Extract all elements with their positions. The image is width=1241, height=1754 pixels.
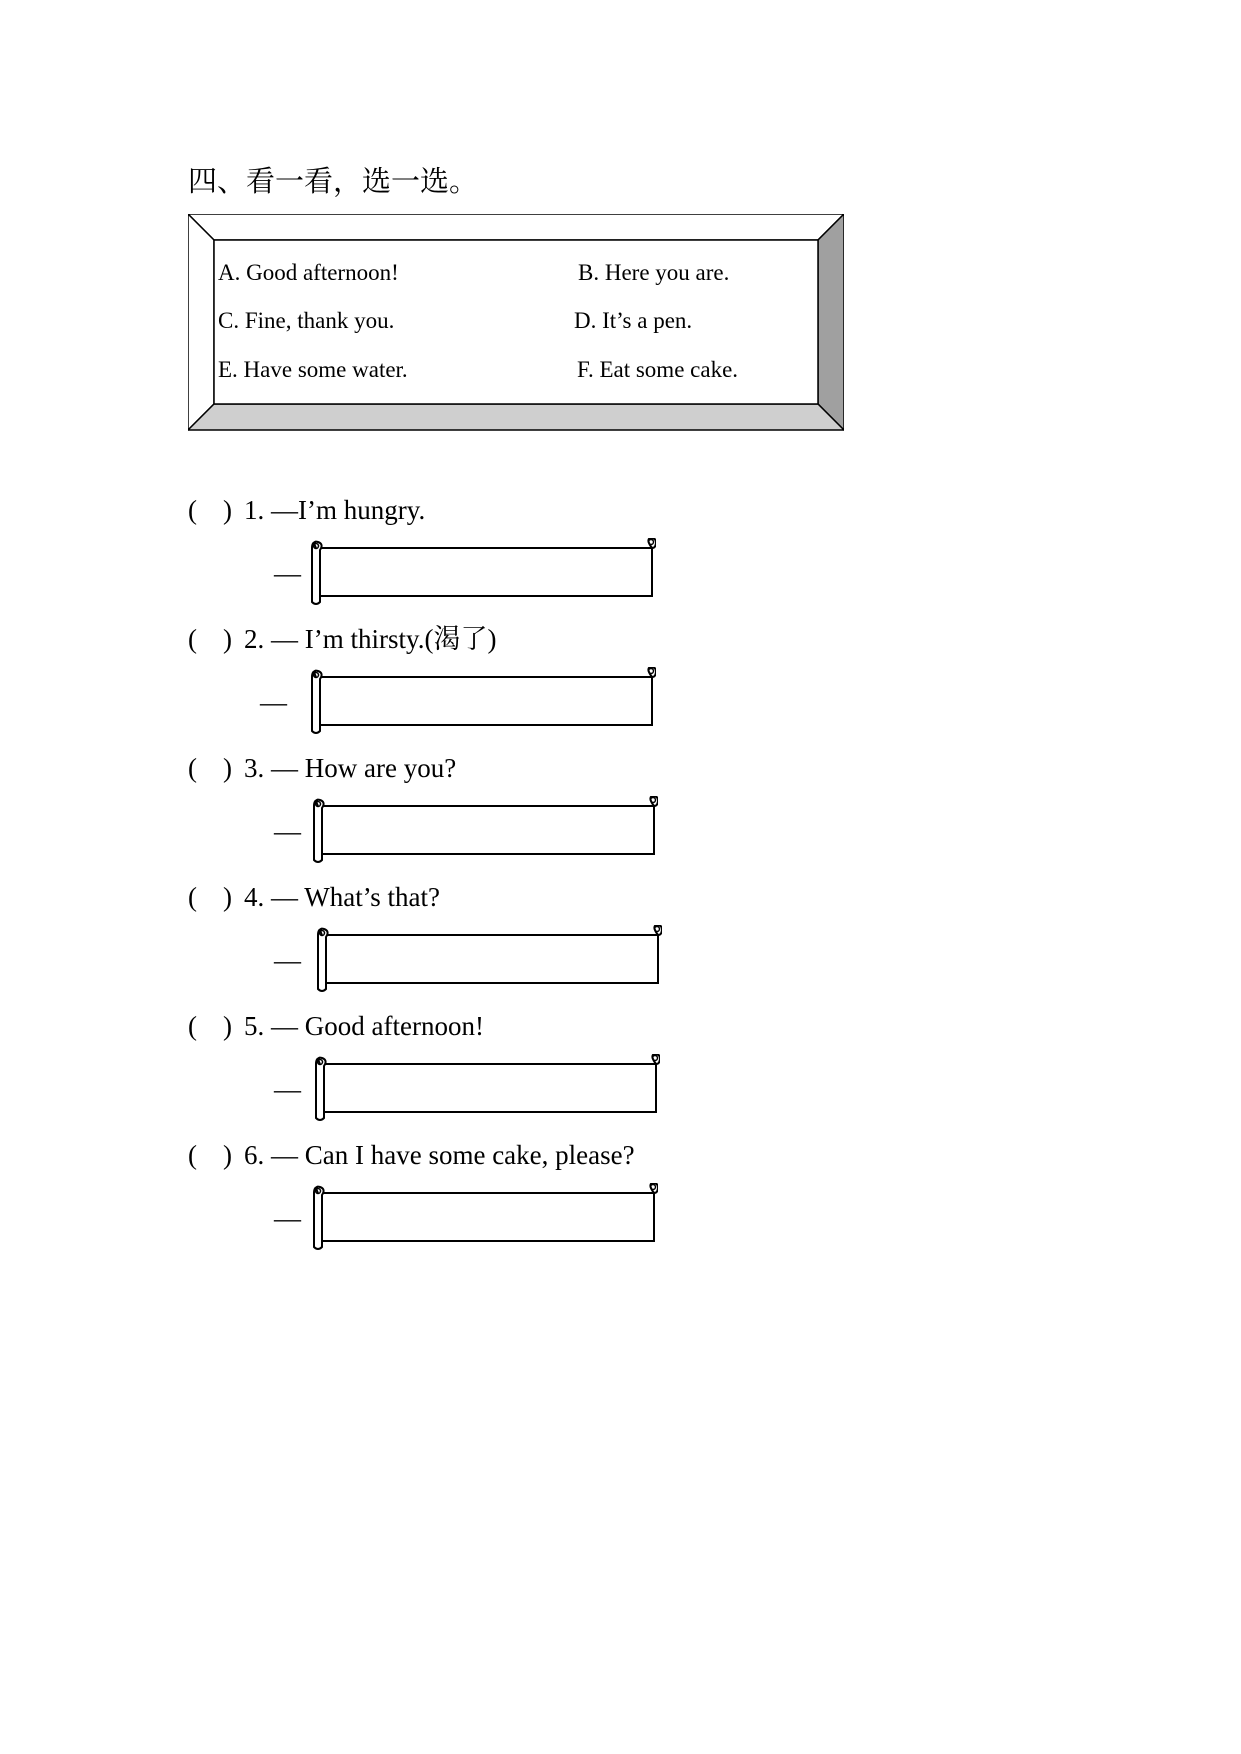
answer-bracket[interactable]: ( ) <box>188 882 232 912</box>
question-2 <box>188 621 496 657</box>
option-e: E. Have some water. <box>218 357 408 382</box>
answer-scroll-box[interactable] <box>308 796 658 866</box>
question-prompt: — How are you? <box>271 753 457 783</box>
answer-scroll-box[interactable] <box>306 538 656 608</box>
question-number: 2. <box>244 624 265 654</box>
answer-bracket[interactable]: ( ) <box>188 1011 232 1041</box>
option-a: A. Good afternoon! <box>218 260 399 285</box>
answer-bracket[interactable]: ( ) <box>188 1140 232 1170</box>
answer-scroll-box[interactable] <box>308 1183 658 1253</box>
reply-dash: — <box>274 1203 301 1233</box>
options-frame <box>188 214 844 434</box>
question-prompt: — Can I have some cake, please? <box>271 1140 635 1170</box>
question-6 <box>188 1137 635 1173</box>
question-prompt: —I’m hungry. <box>271 495 426 525</box>
option-b: B. Here you are. <box>578 260 730 285</box>
option-f: F. Eat some cake. <box>577 357 739 382</box>
question-number: 3. <box>244 753 265 783</box>
answer-scroll-box[interactable] <box>310 1054 660 1124</box>
option-c: C. Fine, thank you. <box>218 308 395 333</box>
reply-dash: — <box>260 687 287 717</box>
section-title: 四、看一看，选一选。 <box>188 166 479 198</box>
question-1 <box>188 492 425 528</box>
question-prompt: — I’m thirsty.(渴了) <box>271 624 497 654</box>
question-number: 6. <box>244 1140 265 1170</box>
question-number: 4. <box>244 882 265 912</box>
question-prompt: — What’s that? <box>271 882 440 912</box>
reply-dash: — <box>274 1074 301 1104</box>
reply-dash: — <box>274 816 301 846</box>
question-number: 5. <box>244 1011 265 1041</box>
answer-bracket[interactable]: ( ) <box>188 753 232 783</box>
option-d: D. It’s a pen. <box>574 308 693 333</box>
question-4 <box>188 879 440 915</box>
answer-scroll-box[interactable] <box>306 667 656 737</box>
question-3 <box>188 750 456 786</box>
answer-bracket[interactable]: ( ) <box>188 495 232 525</box>
answer-scroll-box[interactable] <box>312 925 662 995</box>
question-number: 1. <box>244 495 265 525</box>
answer-bracket[interactable]: ( ) <box>188 624 232 654</box>
reply-dash: — <box>274 945 301 975</box>
question-5 <box>188 1008 484 1044</box>
question-prompt: — Good afternoon! <box>271 1011 484 1041</box>
reply-dash: — <box>274 558 301 588</box>
